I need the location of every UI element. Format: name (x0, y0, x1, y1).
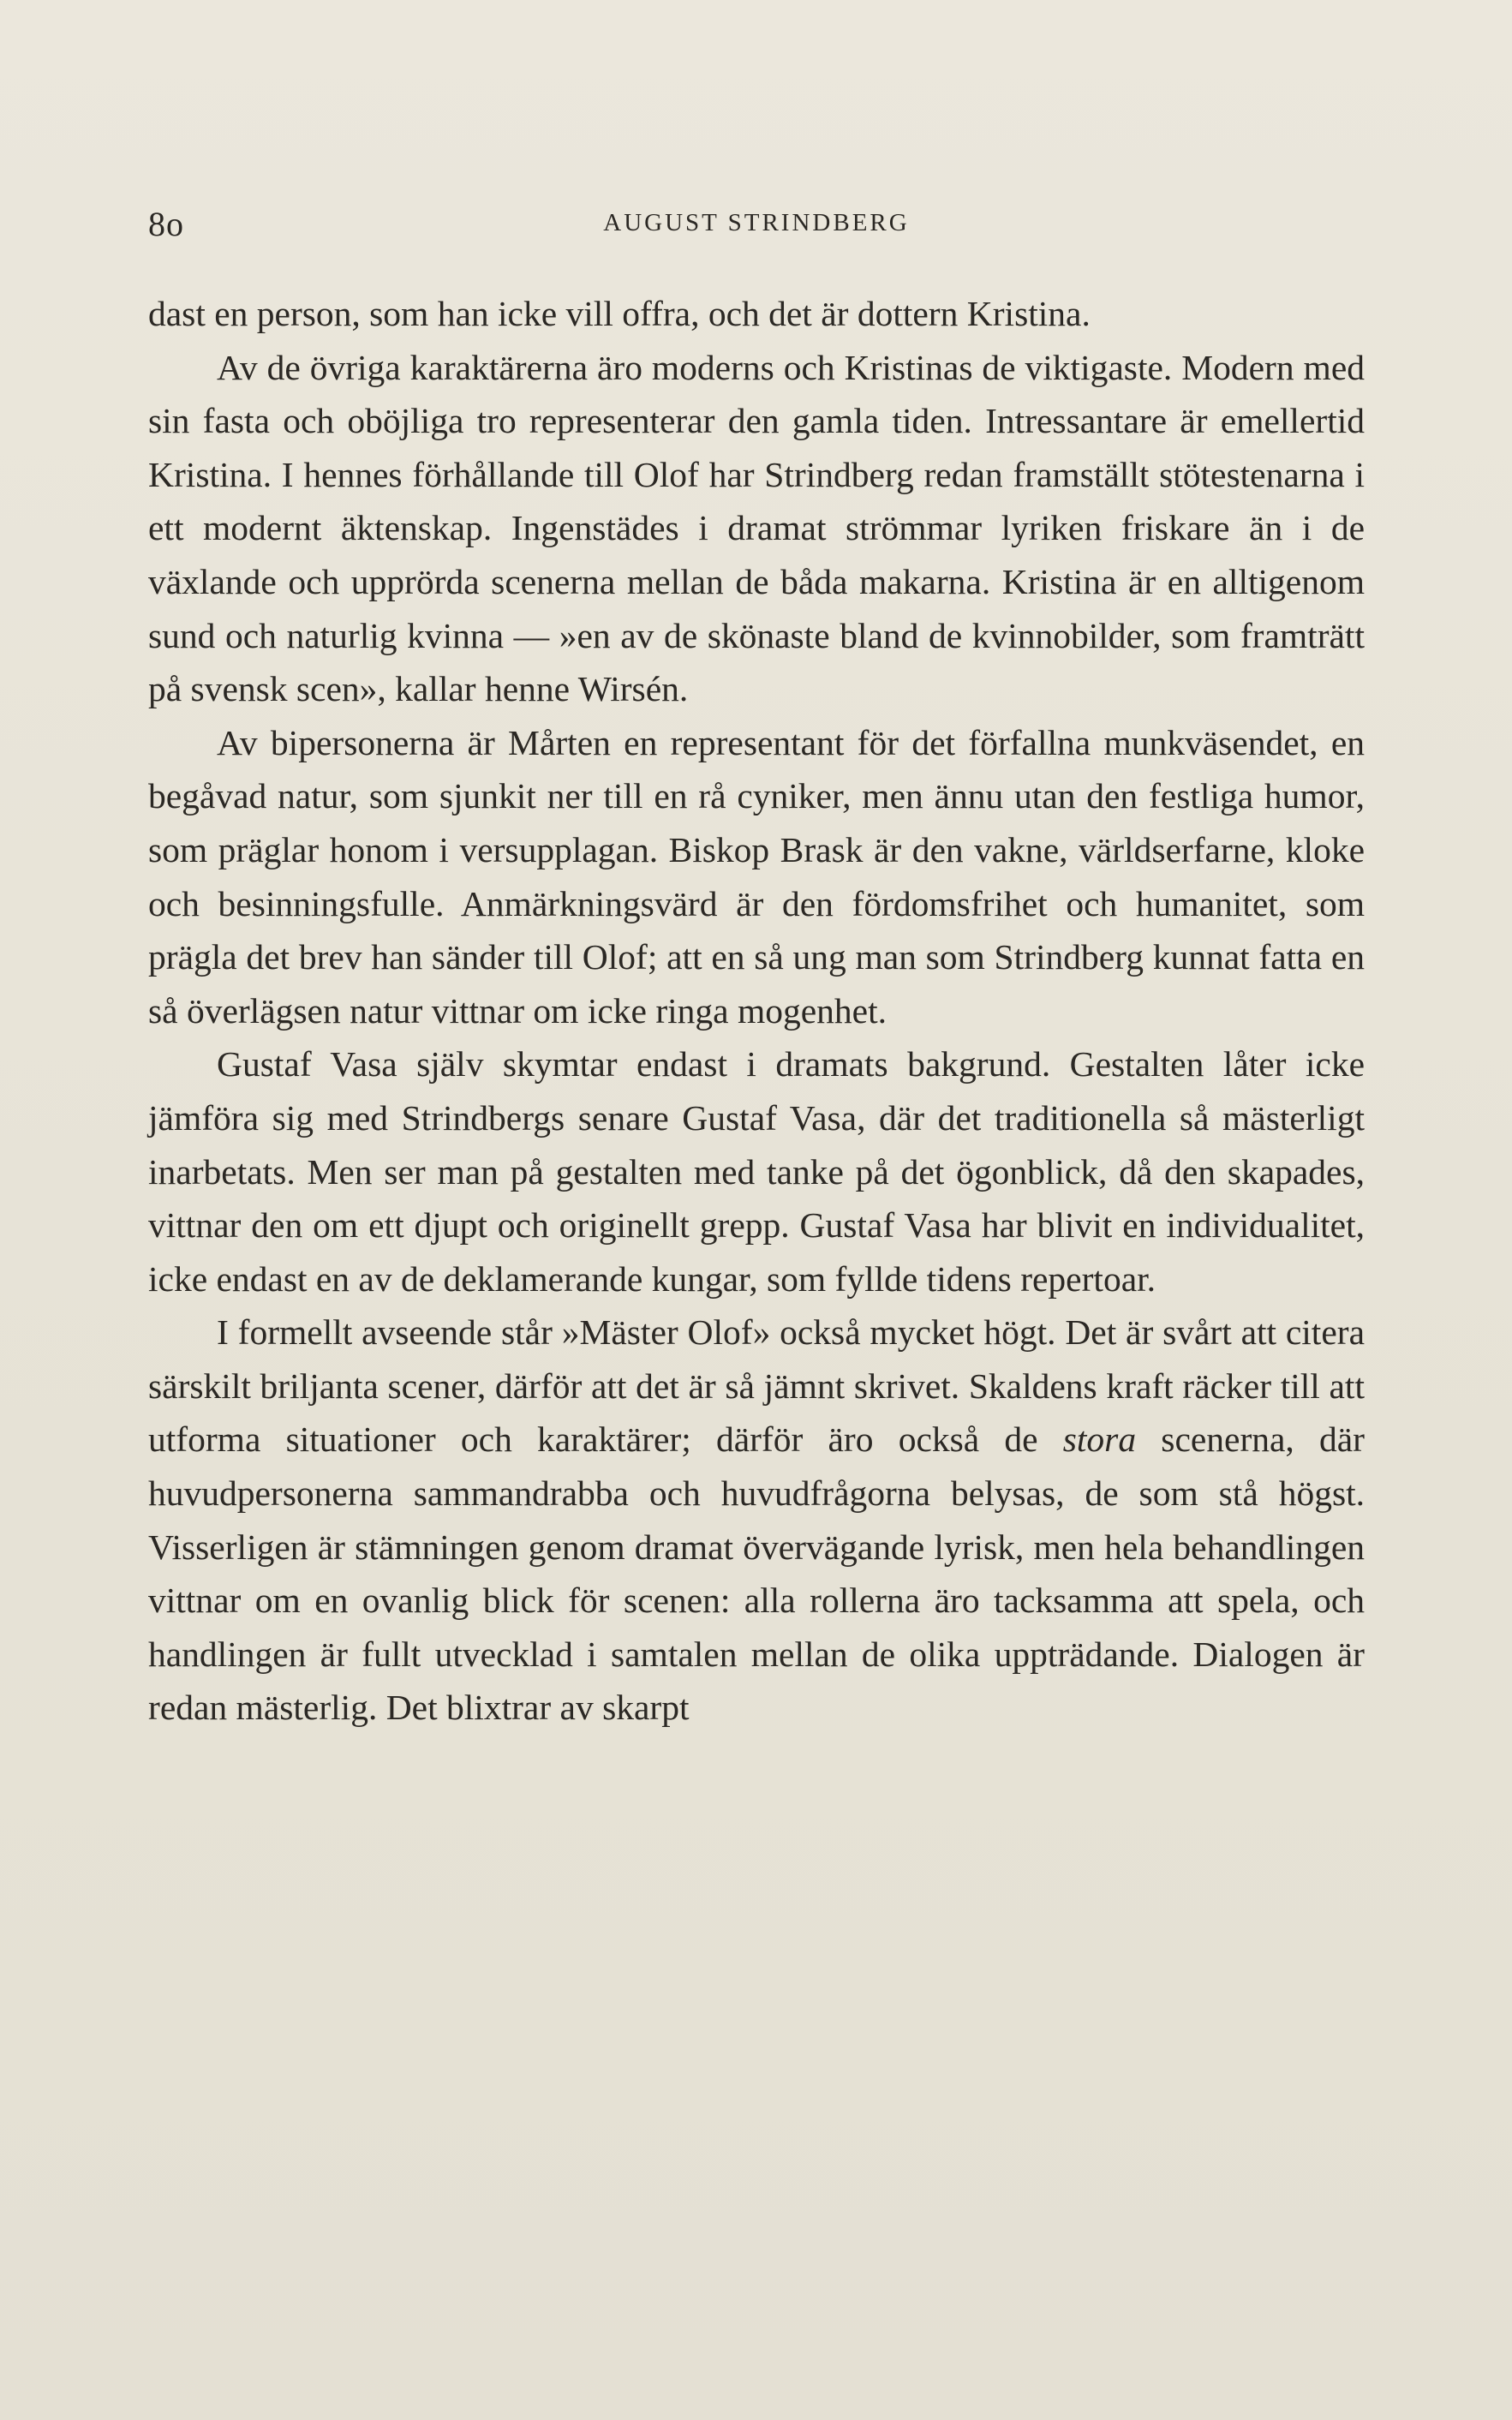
paragraph-gustaf-vasa: Gustaf Vasa själv skymtar endast i dramats bakgrund. Gestalten låter icke jämföra sig med Strindbergs senare Gustaf Vasa, där det traditionella så mästerligt inarbetats. Men ser man på gestalten med tanke på det ögonblick, då den skapades, vittnar den om ett djupt och originellt grepp. Gustaf Vasa har blivit en individualitet, icke endast en av de deklamerande kungar, som fyllde tidens repertoar. (148, 1044, 1365, 1299)
running-title: AUGUST STRINDBERG (603, 209, 910, 236)
paragraph-continuation: dast en person, som han icke vill offra, och det är dottern Kristina. (148, 294, 1091, 333)
emphasis-stora: stora (1062, 1419, 1137, 1460)
running-head (148, 204, 1365, 245)
paragraph-formellt-part-1: I formellt avseende står »Mäster Olof» också mycket högt. Det är svårt att citera särskilt briljanta scener, därför att det är så jämnt skrivet. Skaldens kraft räcker till att utforma situationer och karaktärer; därför äro också de (148, 1312, 1365, 1460)
page-number: 8o (148, 205, 184, 243)
paragraph-bipersonerna: Av bipersonerna är Mårten en representant för det förfallna munkväsendet, en begåvad natur, som sjunkit ner till en rå cyniker, men ännu utan den festliga humor, som präglar honom i versupplagan. Biskop Brask är den vakne, världserfarne, kloke och besinningsfulle. Anmärkningsvärd är den fördomsfrihet och humanitet, som prägla det brev han sänder till Olof; att en så ung man som Strindberg kunnat fatta en så överlägsen natur vittnar om icke ringa mogenhet. (148, 722, 1365, 1031)
paragraph-kristina: Av de övriga karaktärerna äro moderns och Kristinas de viktigaste. Modern med sin fasta och oböjliga tro representerar den gamla tiden. Intressantare är emellertid Kristina. I hennes förhållande till Olof har Strindberg redan framställt stötestenarna i ett modernt äktenskap. Ingenstädes i dramat strömmar lyriken friskare än i de växlande och upprörda scenerna mellan de båda makarna. Kristina är en alltigenom sund och naturlig kvinna — »en av de skönaste bland de kvinnobilder, som framträtt på svensk scen», kallar henne Wirsén. (148, 347, 1365, 709)
paragraph-formellt (148, 1306, 1365, 1735)
body-text (148, 287, 1365, 1735)
paragraph-formellt-part-2: scenerna, där huvudpersonerna sammandrabba och huvudfrågorna belysas, de som stå högst. Visserligen är stämningen genom dramat övervägande lyrisk, men hela behandlingen vittnar om en ovanlig blick för scenen: alla rollerna äro tacksamma att spela, och handlingen är fullt utvecklad i samtalen mellan de olika uppträdande. Dialogen är redan mästerlig. Det blixtrar av skarpt (148, 1419, 1365, 1728)
